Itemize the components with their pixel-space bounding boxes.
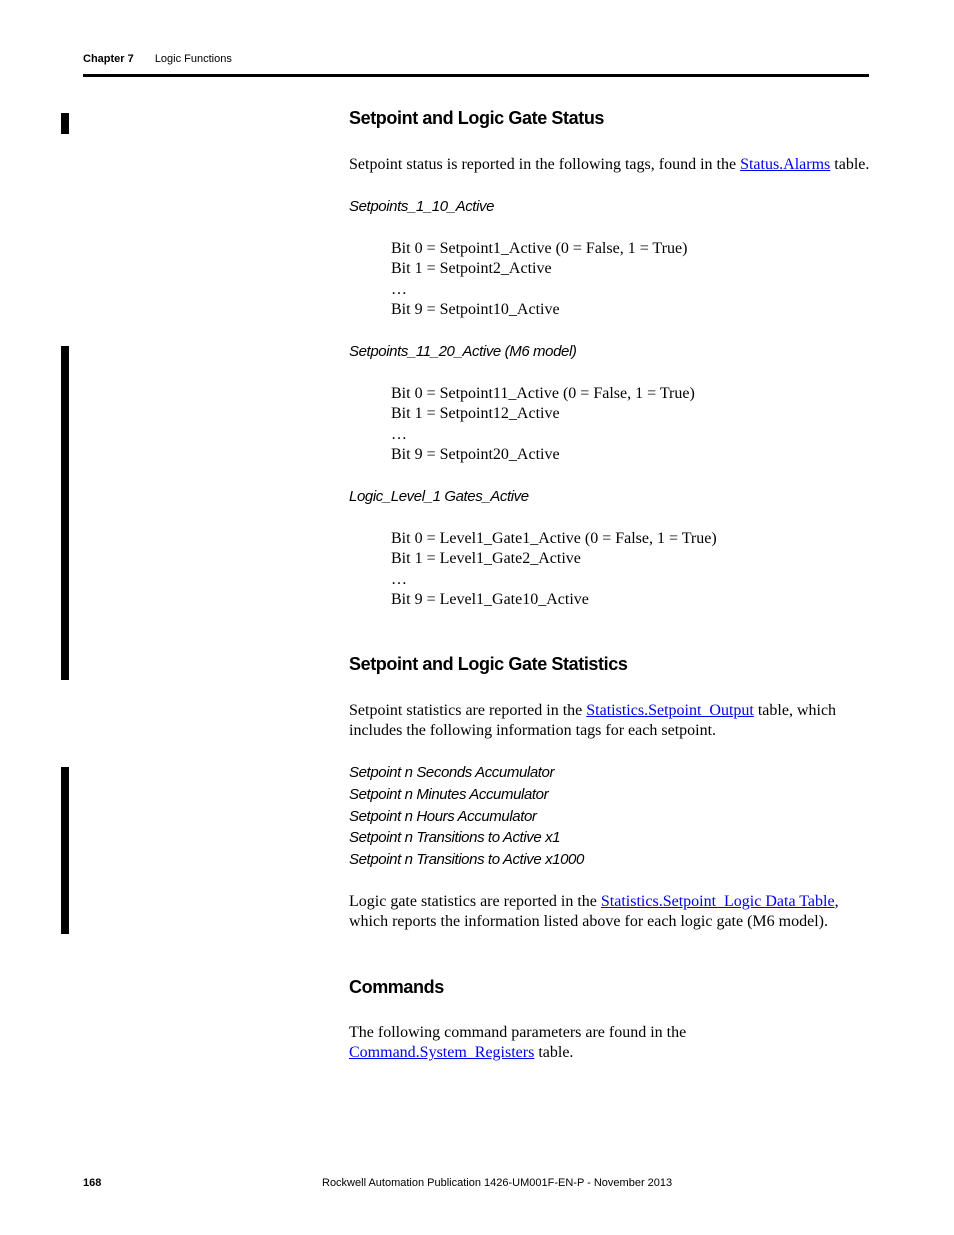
- tag-name: Setpoints_1_10_Active: [349, 198, 495, 215]
- publication-info: Rockwell Automation Publication 1426-UM001F-EN-P - November 2013: [322, 1177, 673, 1189]
- commands-intro: The following command parameters are found in the Command.System_Registers table.: [349, 1024, 687, 1061]
- command-system-registers-link[interactable]: Command.System_Registers: [349, 1044, 535, 1061]
- page-number: 168: [83, 1177, 102, 1189]
- chapter-label: Chapter 7: [83, 53, 134, 65]
- bit-list: Bit 0 = Setpoint11_Active (0 = False, 1 = True) Bit 1 = Setpoint12_Active … Bit 9 = Setpoint20_Active: [391, 385, 695, 464]
- section-heading-commands: Commands: [349, 977, 444, 997]
- bit-list: Bit 0 = Setpoint1_Active (0 = False, 1 = True) Bit 1 = Setpoint2_Active … Bit 9 = Setpoint10_Active: [391, 240, 688, 319]
- status-intro: Setpoint status is reported in the following tags, found in the Status.Alarms table.: [349, 156, 870, 173]
- section-heading-statistics: Setpoint and Logic Gate Statistics: [349, 654, 628, 674]
- logic-data-table-link[interactable]: Statistics.Setpoint_Logic Data Table: [600, 893, 835, 910]
- logic-gate-paragraph: Logic gate statistics are reported in the Statistics.Setpoint_Logic Data Table, which reports the information listed above for each logic gate (M6 model).: [349, 893, 839, 930]
- running-header: [83, 53, 232, 65]
- chapter-title: Logic Functions: [154, 53, 232, 65]
- list-item: Setpoint n Transitions to Active x1000: [349, 851, 584, 869]
- header-rule: [83, 74, 869, 77]
- list-item: Setpoint n Minutes Accumulator: [349, 785, 549, 803]
- list-item: Setpoint n Hours Accumulator: [349, 807, 537, 825]
- change-bar: [61, 113, 69, 134]
- tag-name: Logic_Level_1 Gates_Active: [349, 488, 529, 505]
- status-alarms-link[interactable]: Status.Alarms: [740, 156, 831, 173]
- section-heading-status: Setpoint and Logic Gate Status: [349, 108, 605, 128]
- list-item: Setpoint n Transitions to Active x1: [349, 829, 561, 847]
- list-item: Setpoint n Seconds Accumulator: [349, 764, 555, 781]
- tag-name: Setpoints_11_20_Active (M6 model): [349, 343, 577, 360]
- change-bar: [61, 346, 69, 680]
- change-bar: [61, 767, 69, 934]
- statistics-setpoint-output-link[interactable]: Statistics.Setpoint_Output: [586, 702, 754, 719]
- bit-list: Bit 0 = Level1_Gate1_Active (0 = False, 1 = True) Bit 1 = Level1_Gate2_Active … Bit 9 = Level1_Gate10_Active: [391, 530, 717, 609]
- statistics-intro: Setpoint statistics are reported in the Statistics.Setpoint_Output table, which includes the following information tags for each setpoint.: [349, 702, 837, 739]
- statistics-tag-list: [349, 762, 584, 871]
